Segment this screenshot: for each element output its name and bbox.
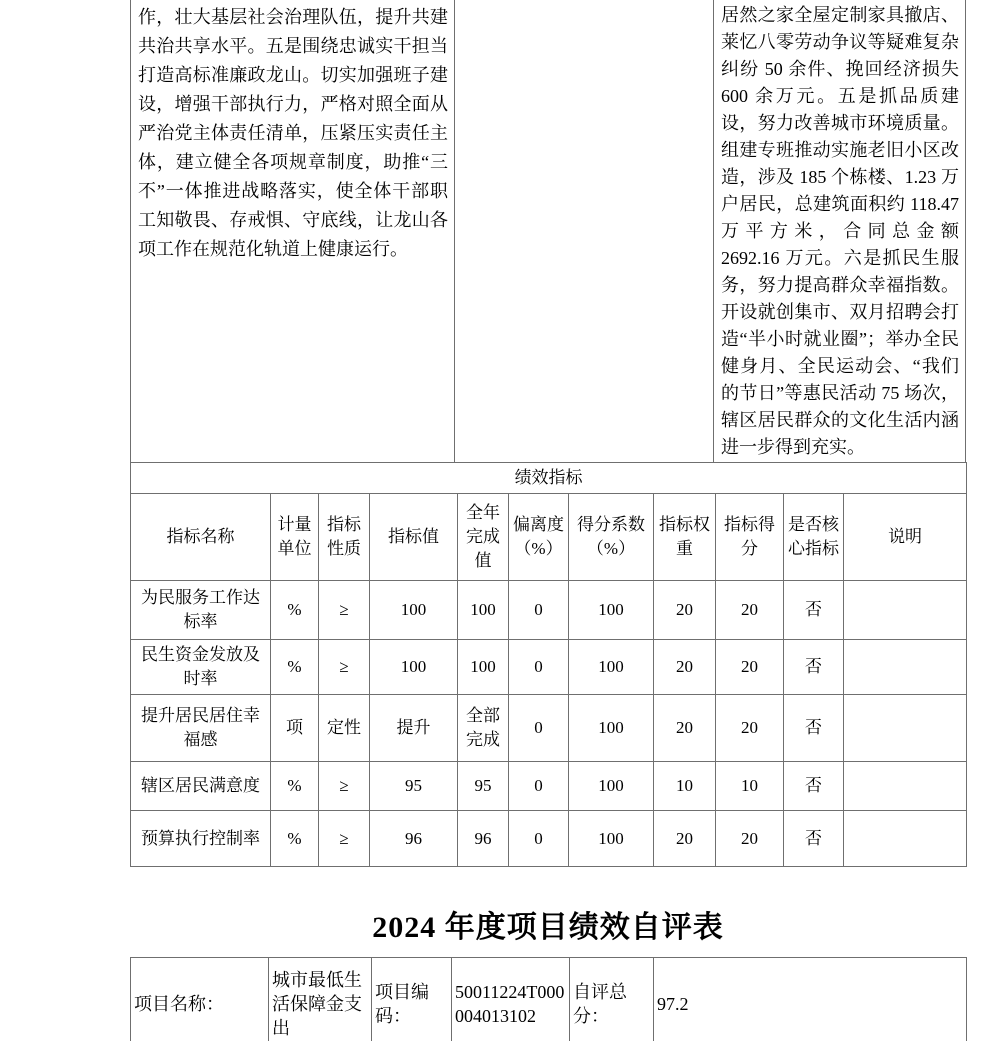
note-cell bbox=[844, 640, 967, 695]
table-row bbox=[131, 640, 967, 695]
note-cell bbox=[844, 695, 967, 762]
target-value-cell: 100 bbox=[370, 581, 458, 640]
score-cell: 20 bbox=[716, 695, 784, 762]
header-target-value: 指标值 bbox=[370, 494, 458, 581]
core-indicator-cell: 否 bbox=[784, 695, 844, 762]
summary-section bbox=[130, 0, 966, 463]
deviation-cell: 0 bbox=[509, 581, 569, 640]
nature-cell: ≥ bbox=[319, 762, 370, 811]
page-title: 2024 年度项目绩效自评表 bbox=[372, 911, 724, 944]
weight-cell: 10 bbox=[654, 762, 716, 811]
project-code-label: 项目编码： bbox=[372, 958, 452, 1041]
indicator-name-cell: 为民服务工作达标率 bbox=[131, 581, 271, 640]
table-row bbox=[131, 762, 967, 811]
weight-cell: 20 bbox=[654, 811, 716, 867]
core-indicator-cell: 否 bbox=[784, 640, 844, 695]
core-indicator-cell: 否 bbox=[784, 762, 844, 811]
summary-middle-cell bbox=[455, 0, 714, 462]
deviation-cell: 0 bbox=[509, 640, 569, 695]
indicator-name-cell: 预算执行控制率 bbox=[131, 811, 271, 867]
target-value-cell: 96 bbox=[370, 811, 458, 867]
target-value-cell: 100 bbox=[370, 640, 458, 695]
deviation-cell: 0 bbox=[509, 695, 569, 762]
unit-cell: % bbox=[271, 811, 319, 867]
deviation-cell: 0 bbox=[509, 811, 569, 867]
score-coefficient-cell: 100 bbox=[569, 762, 654, 811]
score-cell: 20 bbox=[716, 811, 784, 867]
header-note: 说明 bbox=[844, 494, 967, 581]
indicator-name-cell: 提升居民居住幸福感 bbox=[131, 695, 271, 762]
score-coefficient-cell: 100 bbox=[569, 640, 654, 695]
header-nature: 指标性质 bbox=[319, 494, 370, 581]
weight-cell: 20 bbox=[654, 640, 716, 695]
indicator-name-cell: 民生资金发放及时率 bbox=[131, 640, 271, 695]
annual-completion-cell: 96 bbox=[458, 811, 509, 867]
annual-completion-cell: 100 bbox=[458, 581, 509, 640]
header-score: 指标得分 bbox=[716, 494, 784, 581]
unit-cell: % bbox=[271, 581, 319, 640]
core-indicator-cell: 否 bbox=[784, 581, 844, 640]
project-code-value: 50011224T000004013102 bbox=[452, 958, 570, 1041]
table-row bbox=[131, 695, 967, 762]
header-score-coefficient: 得分系数（%） bbox=[569, 494, 654, 581]
target-value-cell: 提升 bbox=[370, 695, 458, 762]
indicator-table bbox=[130, 462, 967, 867]
table-section-title-row bbox=[131, 463, 967, 494]
annual-completion-cell: 95 bbox=[458, 762, 509, 811]
nature-cell: ≥ bbox=[319, 581, 370, 640]
section-title: 绩效指标 bbox=[131, 463, 967, 494]
table-row bbox=[131, 958, 967, 1041]
self-score-label: 自评总分： bbox=[570, 958, 654, 1041]
project-name-label: 项目名称： bbox=[131, 958, 269, 1041]
unit-cell: 项 bbox=[271, 695, 319, 762]
nature-cell: 定性 bbox=[319, 695, 370, 762]
deviation-cell: 0 bbox=[509, 762, 569, 811]
nature-cell: ≥ bbox=[319, 811, 370, 867]
note-cell bbox=[844, 581, 967, 640]
score-cell: 20 bbox=[716, 581, 784, 640]
annual-completion-cell: 全部完成 bbox=[458, 695, 509, 762]
score-cell: 10 bbox=[716, 762, 784, 811]
weight-cell: 20 bbox=[654, 695, 716, 762]
header-weight: 指标权重 bbox=[654, 494, 716, 581]
table-row bbox=[131, 811, 967, 867]
summary-left-cell: 作，壮大基层社会治理队伍，提升共建共治共享水平。五是围绕忠诚实干担当打造高标准廉政龙山。切实加强班子建设，增强干部执行力，严格对照全面从严治党主体责任清单，压紧压实责任主体，建立健全各项规章制度，助推“三不”一体推进战略落实，使全体干部职工知敬畏、存戒惧、守底线，让龙山各项工作在规范化轨道上健康运行。 bbox=[131, 0, 455, 462]
project-name-value: 城市最低生活保障金支出 bbox=[269, 958, 372, 1041]
unit-cell: % bbox=[271, 640, 319, 695]
self-score-value: 97.2 bbox=[654, 958, 967, 1041]
indicator-name-cell: 辖区居民满意度 bbox=[131, 762, 271, 811]
header-deviation: 偏离度（%） bbox=[509, 494, 569, 581]
note-cell bbox=[844, 811, 967, 867]
score-coefficient-cell: 100 bbox=[569, 695, 654, 762]
header-annual-completion: 全年完成值 bbox=[458, 494, 509, 581]
score-cell: 20 bbox=[716, 640, 784, 695]
table-row bbox=[131, 581, 967, 640]
annual-completion-cell: 100 bbox=[458, 640, 509, 695]
core-indicator-cell: 否 bbox=[784, 811, 844, 867]
unit-cell: % bbox=[271, 762, 319, 811]
header-core-indicator: 是否核心指标 bbox=[784, 494, 844, 581]
table-header-row bbox=[131, 494, 967, 581]
score-coefficient-cell: 100 bbox=[569, 581, 654, 640]
weight-cell: 20 bbox=[654, 581, 716, 640]
note-cell bbox=[844, 762, 967, 811]
header-unit: 计量单位 bbox=[271, 494, 319, 581]
summary-right-cell: 居然之家全屋定制家具撤店、莱忆八零劳动争议等疑难复杂纠纷 50 余件、挽回经济损失 600 余万元。五是抓品质建设，努力改善城市环境质量。组建专班推动实施老旧小区改造，涉及 185 个栋楼、1.23 万户居民，总建筑面积约 118.47 万平方米，合同总金额 2692.16 万元。六是抓民生服务，努力提高群众幸福指数。开设就创集市、双月招聘会打造“半小时就业圈”；举办全民健身月、全民运动会、“我们的节日”等惠民活动 75 场次，辖区居民群众的文化生活内涵进一步得到充实。 bbox=[721, 5, 959, 457]
target-value-cell: 95 bbox=[370, 762, 458, 811]
project-table bbox=[130, 957, 967, 1041]
score-coefficient-cell: 100 bbox=[569, 811, 654, 867]
header-indicator-name: 指标名称 bbox=[131, 494, 271, 581]
nature-cell: ≥ bbox=[319, 640, 370, 695]
